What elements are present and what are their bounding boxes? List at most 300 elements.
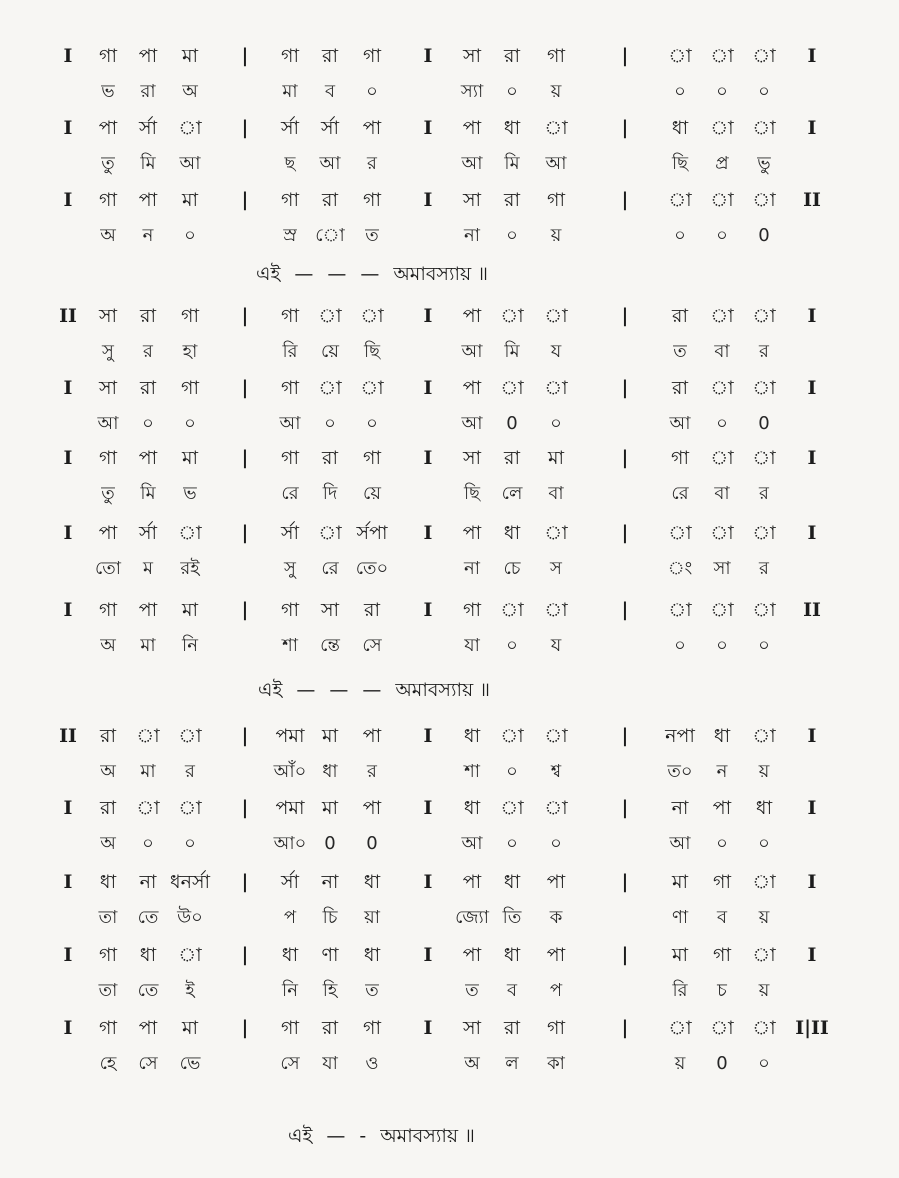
lyric-syllable: তে [137, 907, 159, 928]
lyric-syllable: লে [501, 483, 523, 504]
note-symbol: া [136, 797, 160, 819]
note-symbol: রা [672, 377, 688, 399]
note-symbol: রা [504, 45, 520, 67]
note-symbol: গা [99, 599, 117, 621]
note-symbol: রা [140, 377, 156, 399]
note-symbol: রা [100, 725, 116, 747]
notation-line [0, 515, 899, 551]
bar-line: I [807, 305, 817, 327]
refrain-line [256, 256, 502, 292]
bar-line: I [63, 447, 73, 469]
lyric-syllable: ০ [716, 413, 728, 434]
note-symbol: মা [181, 1017, 199, 1039]
lyric-syllable: স [550, 558, 562, 579]
lyric-syllable: রি [672, 980, 688, 1001]
note-symbol: পা [462, 871, 482, 893]
lyric-syllable: নি [182, 635, 198, 656]
lyric-syllable: ০ [324, 413, 336, 434]
bar-line: I [63, 377, 73, 399]
note-symbol: গা [547, 45, 565, 67]
bar-line: I [63, 871, 73, 893]
lyric-syllable: বা [714, 341, 730, 362]
bar-line: | [621, 1017, 629, 1039]
refrain-line [258, 672, 504, 708]
bar-line: | [241, 944, 249, 966]
lyric-syllable: অ [182, 81, 198, 102]
note-symbol: রা [100, 797, 116, 819]
lyric-syllable: মা [140, 761, 156, 782]
note-symbol: া [668, 189, 692, 211]
note-symbol: া [752, 447, 776, 469]
note-symbol: া [668, 522, 692, 544]
note-symbol: গা [99, 45, 117, 67]
lyric-line [0, 826, 899, 862]
note-symbol: া [136, 725, 160, 747]
bar-line: I [63, 1017, 73, 1039]
note-symbol: সা [320, 599, 340, 621]
note-symbol: সা [98, 305, 118, 327]
note-symbol: া [710, 447, 734, 469]
note-symbol: ধা [503, 117, 521, 139]
bar-line: | [621, 944, 629, 966]
note-symbol: া [752, 725, 776, 747]
note-symbol: া [544, 117, 568, 139]
note-symbol: ধা [363, 944, 381, 966]
lyric-line [0, 218, 899, 254]
lyric-syllable: চ [717, 980, 727, 1001]
bar-line: | [621, 599, 629, 621]
lyric-syllable: য়ে [363, 483, 381, 504]
bar-line: II [803, 599, 821, 621]
note-symbol: গা [713, 944, 731, 966]
note-symbol: র্সপা [356, 522, 388, 544]
note-symbol: পা [362, 725, 382, 747]
lyric-syllable: য় [550, 225, 562, 246]
note-symbol: রা [322, 447, 338, 469]
lyric-syllable: প [283, 907, 297, 928]
bar-line: I [807, 797, 817, 819]
lyric-syllable: ং [667, 558, 693, 579]
bar-line: I [423, 447, 433, 469]
note-symbol: পা [546, 944, 566, 966]
lyric-syllable: আ [319, 153, 341, 174]
note-symbol: পা [362, 117, 382, 139]
note-symbol: মা [181, 599, 199, 621]
lyric-syllable: ই [185, 980, 195, 1001]
lyric-syllable: ০ [674, 225, 686, 246]
note-symbol: গা [713, 871, 731, 893]
notation-line [0, 937, 899, 973]
lyric-syllable: য় [758, 907, 770, 928]
lyric-syllable: ০ [550, 833, 562, 854]
note-symbol: ধা [363, 871, 381, 893]
note-symbol: া [544, 522, 568, 544]
note-symbol: গা [281, 45, 299, 67]
notation-line [0, 718, 899, 754]
note-symbol: পা [138, 1017, 158, 1039]
lyric-syllable: ০ [184, 413, 196, 434]
note-symbol: পা [712, 797, 732, 819]
bar-line: I|II [795, 1017, 829, 1039]
lyric-syllable: ০ [184, 225, 196, 246]
lyric-line [0, 1046, 899, 1082]
note-symbol: গা [363, 1017, 381, 1039]
lyric-syllable: ছি [463, 483, 481, 504]
note-symbol: া [710, 377, 734, 399]
lyric-syllable: তা [98, 980, 118, 1001]
lyric-syllable: ম [143, 558, 153, 579]
note-symbol: না [671, 797, 689, 819]
note-symbol: া [500, 725, 524, 747]
lyric-syllable: আঁ০ [273, 761, 307, 782]
note-symbol: ধা [139, 944, 157, 966]
lyric-syllable: আ [669, 833, 691, 854]
bar-line: | [241, 447, 249, 469]
note-symbol: া [752, 522, 776, 544]
refrain-word: অমাবস্যায় ॥ [393, 263, 488, 285]
note-symbol: পা [98, 522, 118, 544]
notation-line [0, 110, 899, 146]
lyric-line [0, 476, 899, 512]
note-symbol: সা [462, 189, 482, 211]
bar-line: | [241, 45, 249, 67]
bar-line: I [423, 599, 433, 621]
note-symbol: পা [138, 189, 158, 211]
note-symbol: ধা [503, 522, 521, 544]
lyric-syllable: 0 [758, 225, 770, 246]
lyric-syllable: ও [365, 1053, 379, 1074]
note-symbol: রা [322, 45, 338, 67]
note-symbol: মা [181, 189, 199, 211]
lyric-syllable: ল [505, 1053, 519, 1074]
bar-line: I [807, 447, 817, 469]
lyric-line [0, 74, 899, 110]
lyric-syllable: য়ে [321, 341, 339, 362]
lyric-syllable: ০ [758, 1053, 770, 1074]
lyric-line [0, 900, 899, 936]
note-symbol: ধা [281, 944, 299, 966]
bar-line: I [423, 117, 433, 139]
lyric-syllable: রে [281, 483, 299, 504]
note-symbol: া [752, 117, 776, 139]
note-symbol: র্সা [280, 522, 300, 544]
note-symbol: পা [138, 447, 158, 469]
lyric-syllable: আ [279, 413, 301, 434]
lyric-syllable: ন্তে [320, 635, 340, 656]
bar-line: I [423, 522, 433, 544]
bar-line: I [807, 377, 817, 399]
lyric-syllable: ০ [506, 635, 518, 656]
bar-line: II [59, 725, 77, 747]
note-symbol: মা [321, 725, 339, 747]
lyric-syllable: স্র [283, 225, 297, 246]
lyric-syllable: তু [101, 483, 115, 504]
bar-line: I [423, 725, 433, 747]
lyric-line [0, 406, 899, 442]
refrain-word: — [294, 263, 314, 285]
bar-line: | [621, 797, 629, 819]
lyric-syllable: ছি [363, 341, 381, 362]
refrain-word: — [326, 1125, 346, 1147]
note-symbol: মা [181, 447, 199, 469]
lyric-syllable: রে [321, 558, 339, 579]
lyric-line [0, 628, 899, 664]
note-symbol: া [752, 189, 776, 211]
bar-line: I [423, 377, 433, 399]
lyric-syllable: আ [97, 413, 119, 434]
note-symbol: া [500, 599, 524, 621]
bar-line: I [423, 944, 433, 966]
note-symbol: া [178, 725, 202, 747]
lyric-syllable: ন [716, 761, 728, 782]
bar-line: | [621, 117, 629, 139]
note-symbol: া [710, 189, 734, 211]
refrain-word: এই [288, 1125, 313, 1147]
note-symbol: রা [140, 305, 156, 327]
lyric-syllable: চে [503, 558, 521, 579]
note-symbol: পা [462, 522, 482, 544]
bar-line: | [241, 1017, 249, 1039]
lyric-syllable: ০ [716, 225, 728, 246]
bar-line: | [241, 377, 249, 399]
note-symbol: া [360, 305, 384, 327]
note-symbol: পা [98, 117, 118, 139]
lyric-syllable: র [759, 483, 769, 504]
lyric-syllable: সা [713, 558, 731, 579]
bar-line: I [423, 45, 433, 67]
refrain-word: অমাবস্যায় ॥ [380, 1125, 475, 1147]
lyric-syllable: ০ [506, 225, 518, 246]
note-symbol: র্সা [138, 117, 158, 139]
bar-line: | [241, 189, 249, 211]
note-symbol: ধা [503, 871, 521, 893]
note-symbol: রা [322, 189, 338, 211]
note-symbol: া [318, 305, 342, 327]
bar-line: II [803, 189, 821, 211]
note-symbol: গা [281, 305, 299, 327]
note-symbol: গা [281, 599, 299, 621]
lyric-syllable: আ [545, 153, 567, 174]
lyric-line [0, 334, 899, 370]
note-symbol: া [500, 305, 524, 327]
lyric-syllable: ক [549, 907, 563, 928]
lyric-syllable: 0 [758, 413, 770, 434]
bar-line: I [423, 797, 433, 819]
note-symbol: মা [321, 797, 339, 819]
note-symbol: পা [462, 305, 482, 327]
note-symbol: সা [462, 45, 482, 67]
notation-line [0, 790, 899, 826]
lyric-syllable: ত [673, 341, 687, 362]
lyric-syllable: তা [98, 907, 118, 928]
note-symbol: া [752, 305, 776, 327]
bar-line: I [63, 944, 73, 966]
lyric-syllable: ব [716, 907, 728, 928]
lyric-syllable: মি [140, 153, 156, 174]
note-symbol: গা [547, 189, 565, 211]
lyric-syllable: ত [365, 980, 379, 1001]
lyric-syllable: য [550, 341, 562, 362]
lyric-syllable: আ [669, 413, 691, 434]
refrain-word: — [329, 679, 349, 701]
note-symbol: া [178, 117, 202, 139]
lyric-syllable: য়া [364, 907, 380, 928]
note-symbol: রা [504, 1017, 520, 1039]
lyric-syllable: বা [714, 483, 730, 504]
note-symbol: মা [181, 45, 199, 67]
bar-line: II [59, 305, 77, 327]
lyric-syllable: মি [504, 153, 520, 174]
note-symbol: গা [281, 377, 299, 399]
note-symbol: া [360, 377, 384, 399]
note-symbol: রা [672, 305, 688, 327]
lyric-syllable: ০ [758, 81, 770, 102]
note-symbol: গা [463, 599, 481, 621]
lyric-syllable: ব [324, 81, 336, 102]
lyric-syllable: ০ [506, 81, 518, 102]
lyric-syllable: ণা [671, 907, 689, 928]
note-symbol: পা [462, 944, 482, 966]
lyric-syllable: র [759, 341, 769, 362]
lyric-line [0, 551, 899, 587]
bar-line: | [621, 305, 629, 327]
note-symbol: রা [504, 447, 520, 469]
lyric-syllable: হা [182, 341, 198, 362]
refrain-word: — [360, 263, 380, 285]
note-symbol: গা [281, 447, 299, 469]
lyric-syllable: র [185, 761, 195, 782]
bar-line: | [621, 871, 629, 893]
lyric-syllable: ০ [550, 413, 562, 434]
note-symbol: া [710, 1017, 734, 1039]
lyric-syllable: অ [464, 1053, 480, 1074]
bar-line: I [423, 305, 433, 327]
lyric-syllable: 0 [506, 413, 518, 434]
lyric-syllable: ০ [366, 81, 378, 102]
note-symbol: া [178, 797, 202, 819]
lyric-syllable: বা [548, 483, 564, 504]
note-symbol: গা [547, 1017, 565, 1039]
note-symbol: গা [363, 45, 381, 67]
note-symbol: গা [363, 189, 381, 211]
refrain-word: এই [258, 679, 283, 701]
note-symbol: গা [181, 377, 199, 399]
note-symbol: মা [671, 871, 689, 893]
lyric-syllable: য় [674, 1053, 686, 1074]
notation-line [0, 864, 899, 900]
lyric-syllable: উ০ [177, 907, 203, 928]
lyric-syllable: ০ [506, 761, 518, 782]
lyric-syllable: তি [502, 907, 522, 928]
note-symbol: া [752, 599, 776, 621]
note-symbol: া [710, 45, 734, 67]
note-symbol: ধা [671, 117, 689, 139]
lyric-syllable: হি [322, 980, 338, 1001]
lyric-line [0, 754, 899, 790]
note-symbol: া [752, 377, 776, 399]
refrain-word: — [362, 679, 382, 701]
lyric-syllable: ছি [671, 153, 689, 174]
note-symbol: সা [462, 1017, 482, 1039]
note-symbol: া [752, 45, 776, 67]
bar-line: I [423, 871, 433, 893]
lyric-syllable: ত [365, 225, 379, 246]
note-symbol: গা [281, 189, 299, 211]
bar-line: | [241, 599, 249, 621]
note-symbol: া [668, 599, 692, 621]
note-symbol: া [752, 871, 776, 893]
lyric-line [0, 146, 899, 182]
note-symbol: পা [546, 871, 566, 893]
bar-line: I [63, 797, 73, 819]
lyric-syllable: ত [465, 980, 479, 1001]
lyric-syllable: র [367, 153, 377, 174]
lyric-syllable: তে [137, 980, 159, 1001]
lyric-syllable: র [143, 341, 153, 362]
bar-line: I [807, 45, 817, 67]
note-symbol: পা [138, 45, 158, 67]
note-symbol: পমা [275, 797, 305, 819]
notation-line [0, 1010, 899, 1046]
lyric-syllable: ধা [322, 761, 338, 782]
lyric-syllable: ০ [366, 413, 378, 434]
note-symbol: া [544, 599, 568, 621]
note-symbol: নপা [665, 725, 695, 747]
bar-line: I [63, 599, 73, 621]
notation-line [0, 38, 899, 74]
note-symbol: া [318, 522, 342, 544]
note-symbol: ণা [321, 944, 339, 966]
lyric-syllable: য [550, 635, 562, 656]
note-symbol: র্সা [280, 117, 300, 139]
note-symbol: ধা [503, 944, 521, 966]
note-symbol: পা [138, 599, 158, 621]
lyric-syllable: র [759, 558, 769, 579]
lyric-syllable: ০ [716, 833, 728, 854]
bar-line: I [807, 522, 817, 544]
note-symbol: ধা [713, 725, 731, 747]
bar-line: | [241, 305, 249, 327]
note-symbol: া [500, 797, 524, 819]
lyric-syllable: ০ [184, 833, 196, 854]
note-symbol: ধা [463, 725, 481, 747]
note-symbol: গা [99, 189, 117, 211]
lyric-syllable: রই [180, 558, 200, 579]
note-symbol: ধনর্সা [169, 871, 211, 893]
lyric-syllable: রা [140, 81, 156, 102]
lyric-syllable: অ [100, 635, 116, 656]
bar-line: I [63, 189, 73, 211]
notation-line [0, 592, 899, 628]
bar-line: | [241, 797, 249, 819]
lyric-syllable: ভু [757, 153, 771, 174]
refrain-word: - [359, 1125, 367, 1147]
note-symbol: া [544, 377, 568, 399]
lyric-syllable: না [464, 558, 480, 579]
bar-line: I [63, 522, 73, 544]
lyric-syllable: ন [142, 225, 154, 246]
lyric-syllable: অ [100, 761, 116, 782]
lyric-syllable: আ [461, 833, 483, 854]
notation-line [0, 440, 899, 476]
bar-line: | [241, 522, 249, 544]
lyric-syllable: প্র [715, 153, 729, 174]
lyric-syllable: শ্ব [550, 761, 562, 782]
note-symbol: রা [504, 189, 520, 211]
lyric-syllable: রি [282, 341, 298, 362]
lyric-syllable: তো [94, 558, 122, 579]
bar-line: I [423, 189, 433, 211]
